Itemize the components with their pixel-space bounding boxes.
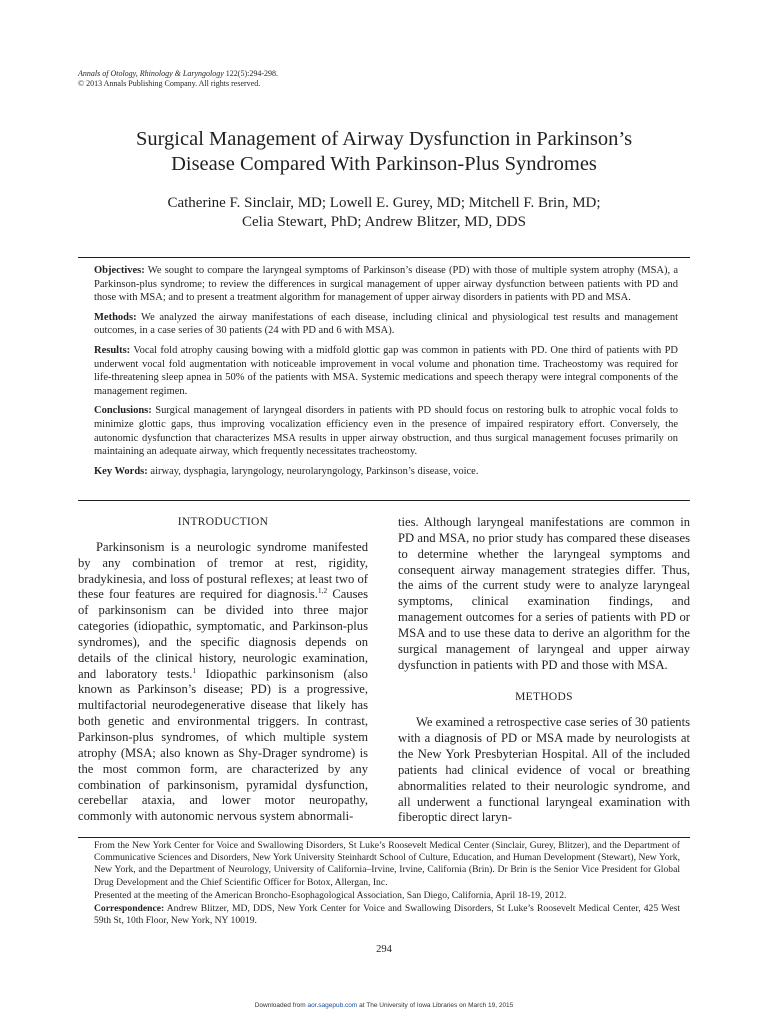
introduction-paragraph [78,540,368,825]
download-prefix: Downloaded from [254,1002,308,1009]
title-line-2: Disease Compared With Parkinson-Plus Syndromes [171,153,597,175]
presentation-note: Presented at the meeting of the American Broncho-Esophagological Association, San Diego, California, April 18-19, 2012. [94,889,567,901]
introduction-heading: INTRODUCTION [177,516,269,528]
page-number: 294 [376,944,392,955]
abstract-bottom-rule [78,500,690,501]
objectives-label: Objectives: [94,265,145,276]
journal-citation [78,69,278,79]
abstract-top-rule [78,257,690,258]
methods-label: Methods: [94,311,137,323]
intro-text-3: Idiopathic parkinsonism (also known as Parkinson’s disease; PD) is a progressive, multifactorial neurodegenerative disease that likely has both genetic and environmental triggers. In contrast, Parkinson-plus syndromes, of which multiple system atrophy (MSA; also known as Shy-Drager syndrome) is the most common form, are characterized by any combination of parkinsonism, pyramidal dysfunction, cerebellar ataxia, and lower motor neuropathy, commonly with autonomic nervous system abnormali- [78,666,368,824]
affiliation-note: From the New York Center for Voice and Swallowing Disorders, St Luke’s Roosevelt Medical Center (Sinclair, Gurey, Blitzer), and the Department of Communicative Sciences and Disorders, New York University Steinhardt School of Culture, Education, and Human Development (Stewart), New York, New York, and the Department of Neurology, University of California–Irvine, Irvine, California (Brin). Dr Brin is the Senior Vice President for Global Drug Development and the Chief Scientific Officer for Botox, Allergan, Inc. [94,840,680,888]
conclusions-label: Conclusions: [94,405,152,417]
abstract-methods [94,311,678,338]
results-label: Results: [94,344,131,356]
correspondence-text: Andrew Blitzer, MD, DDS, New York Center for Voice and Swallowing Disorders, St Luke’s Roosevelt Medical Center, 425 West 59th St, 10th Floor, New York, NY 10019. [94,903,680,927]
footnote-rule [78,837,690,838]
objectives-text: We sought to compare the laryngeal symptoms of Parkinson’s disease (PD) with those of multiple system atrophy (MSA), a Parkinson-plus syndrome; to review the differences in surgical management of upper airway dysfunction between patients with PD and those with MSA; and to present a treatment algorithm for management of upper airway disorders in patients with PD and MSA. [94,265,678,304]
copyright-notice: © 2013 Annals Publishing Company. All rights reserved. [78,79,261,88]
methods-text: We analyzed the airway manifestations of each disease, including clinical and physiological test results and management outcomes, in a case series of 30 patients (24 with PD and 6 with MSA). [94,311,678,337]
article-title [60,127,708,177]
download-notice [0,1002,768,1009]
citation-ref-1: 1,2 [317,586,328,596]
intro-text-2: Causes of parkinsonism can be divided into three major categories (idiopathic, symptomatic, and Parkinson-plus syndromes), and the specific diagnosis depends on details of the clinical history, neurologic examination, and laboratory tests. [78,587,368,681]
conclusions-text: Surgical management of laryngeal disorders in patients with PD should focus on restoring bulk to atrophic vocal folds to minimize glottic gaps, thus improving vocalization efficiency even in the presence of impaired respiratory effort. Conversely, the autonomic dysfunction that characterizes MSA results in upper airway obstruction, and thus surgical management focuses primarily on maintaining an adequate airway, which frequently necessitates tracheostomy. [94,405,678,458]
title-line-1: Surgical Management of Airway Dysfunction in Parkinson’s [135,128,633,150]
correspondence-label: Correspondence: [94,903,165,915]
correspondence-note [94,903,680,927]
journal-name: Annals of Otology, Rhinology & Laryngology [78,69,224,78]
download-suffix: at The University of Iowa Libraries on March 19, 2015 [357,1002,514,1009]
keywords-text: airway, dysphagia, laryngology, neurolaryngology, Parkinson’s disease, voice. [147,465,479,477]
left-column [78,515,368,825]
journal-volume: 122(5):294-298. [223,69,278,78]
footnotes [94,840,680,928]
introduction-continued: ties. Although laryngeal manifestations are common in PD and MSA, no prior study has compared these diseases to determine whether the laryngeal symptoms and consequent airway management strategies differ. Thus, the aims of the current study were to analyze laryngeal symptoms, clinical examination findings, and management outcomes for a series of patients with PD or MSA and to use these data to derive an algorithm for the surgical management of laryngeal and upper airway dysfunction in patients with PD and those with MSA. [398,515,690,672]
abstract [94,264,678,484]
abstract-results [94,344,678,398]
abstract-keywords [94,465,678,479]
author-list [60,194,708,232]
right-column [398,515,690,826]
keywords-label: Key Words: [94,465,148,477]
abstract-objectives [94,264,678,305]
methods-heading: METHODS [515,691,573,704]
authors-line-1: Catherine F. Sinclair, MD; Lowell E. Gurey, MD; Mitchell F. Brin, MD; [167,195,601,211]
intro-text-1: Parkinsonism is a neurologic syndrome manifested by any combination of tremor at rest, rigidity, bradykinesia, and loss of postural reflexes; at least two of these four features are required for diagnosis. [78,539,368,602]
results-text: Vocal fold atrophy causing bowing with a midfold glottic gap was common in patients with PD. One third of patients with PD underwent vocal fold augmentation with noticeable improvement in vocal volume and phonation time. Tracheostomy was required for life-threatening sleep apnea in 50% of the patients with MSA. Systemic medications and speech therapy were integral components of the management regimen. [94,344,678,397]
download-link[interactable]: aor.sagepub.com [307,1002,358,1009]
journal-header [78,69,278,89]
methods-paragraph: We examined a retrospective case series of 30 patients with a diagnosis of PD or MSA made by neurologists at the New York Presbyterian Hospital. All of the included patients had clinical evidence of vocal or breathing abnormalities related to their neurologic syndrome, and all underwent a functional laryngeal examination with fiberoptic direct laryn- [398,715,690,825]
citation-ref-2: 1 [192,665,197,675]
abstract-conclusions [94,404,678,458]
authors-line-2: Celia Stewart, PhD; Andrew Blitzer, MD, DDS [242,214,526,230]
